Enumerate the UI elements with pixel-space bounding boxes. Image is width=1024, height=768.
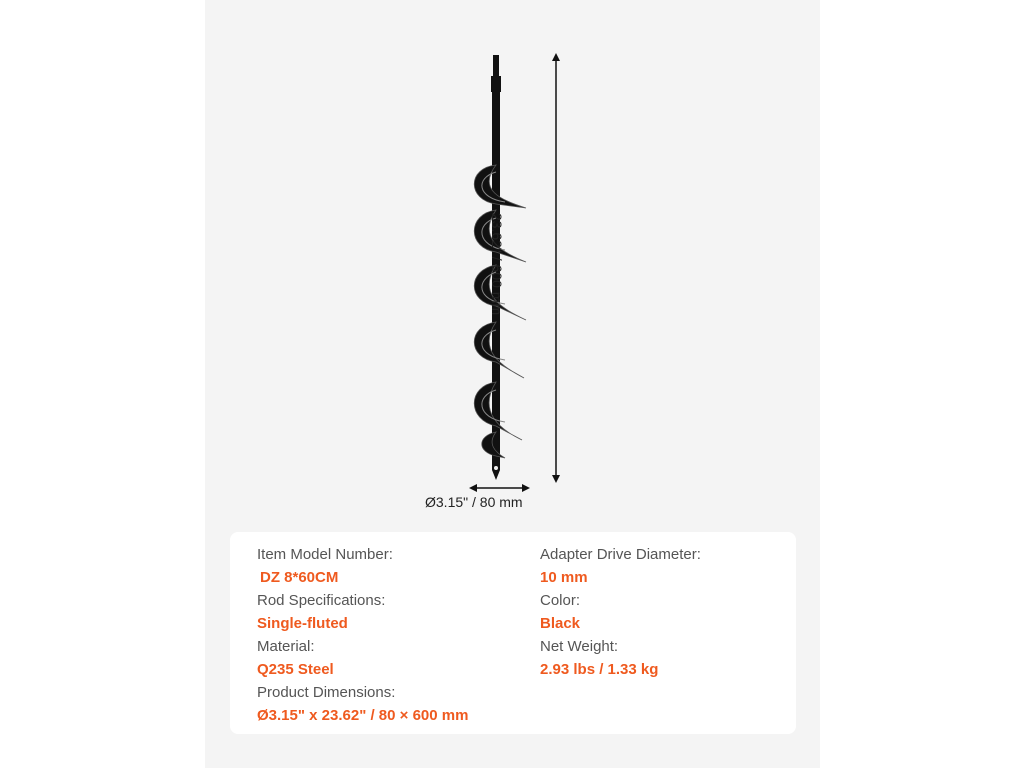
spec-value: Single-fluted	[257, 615, 348, 632]
spec-value: DZ 8*60CM	[260, 569, 339, 586]
spec-label: Product Dimensions:	[257, 684, 396, 701]
spec-label: Adapter Drive Diameter:	[540, 546, 701, 563]
spec-label: Rod Specifications:	[257, 592, 386, 609]
spec-label: Material:	[257, 638, 315, 655]
spec-label: Color:	[540, 592, 581, 609]
spec-color	[540, 590, 701, 636]
spec-adapter-drive-diameter	[540, 544, 701, 590]
spec-value: 10 mm	[540, 569, 588, 586]
spec-label: Item Model Number:	[257, 546, 393, 563]
length-dimension-label: 23.62" / 600 mm	[489, 212, 505, 316]
diameter-dimension-label: Ø3.15" / 80 mm	[425, 494, 523, 510]
spec-rod-specifications	[257, 590, 468, 636]
spec-value: Black	[540, 615, 581, 632]
spec-product-dimensions	[257, 682, 468, 728]
spec-value: Q235 Steel	[257, 661, 334, 678]
spec-label: Net Weight:	[540, 638, 619, 655]
spec-net-weight	[540, 636, 701, 682]
specs-right-column	[540, 544, 701, 682]
spec-value: 2.93 lbs / 1.33 kg	[540, 661, 659, 678]
spec-material	[257, 636, 468, 682]
spec-item-model-number	[257, 544, 468, 590]
specs-left-column	[257, 544, 468, 728]
auger-drill-bit-icon	[205, 0, 820, 525]
specifications-panel	[230, 532, 796, 734]
spec-value: Ø3.15" x 23.62" / 80 × 600 mm	[257, 707, 469, 724]
